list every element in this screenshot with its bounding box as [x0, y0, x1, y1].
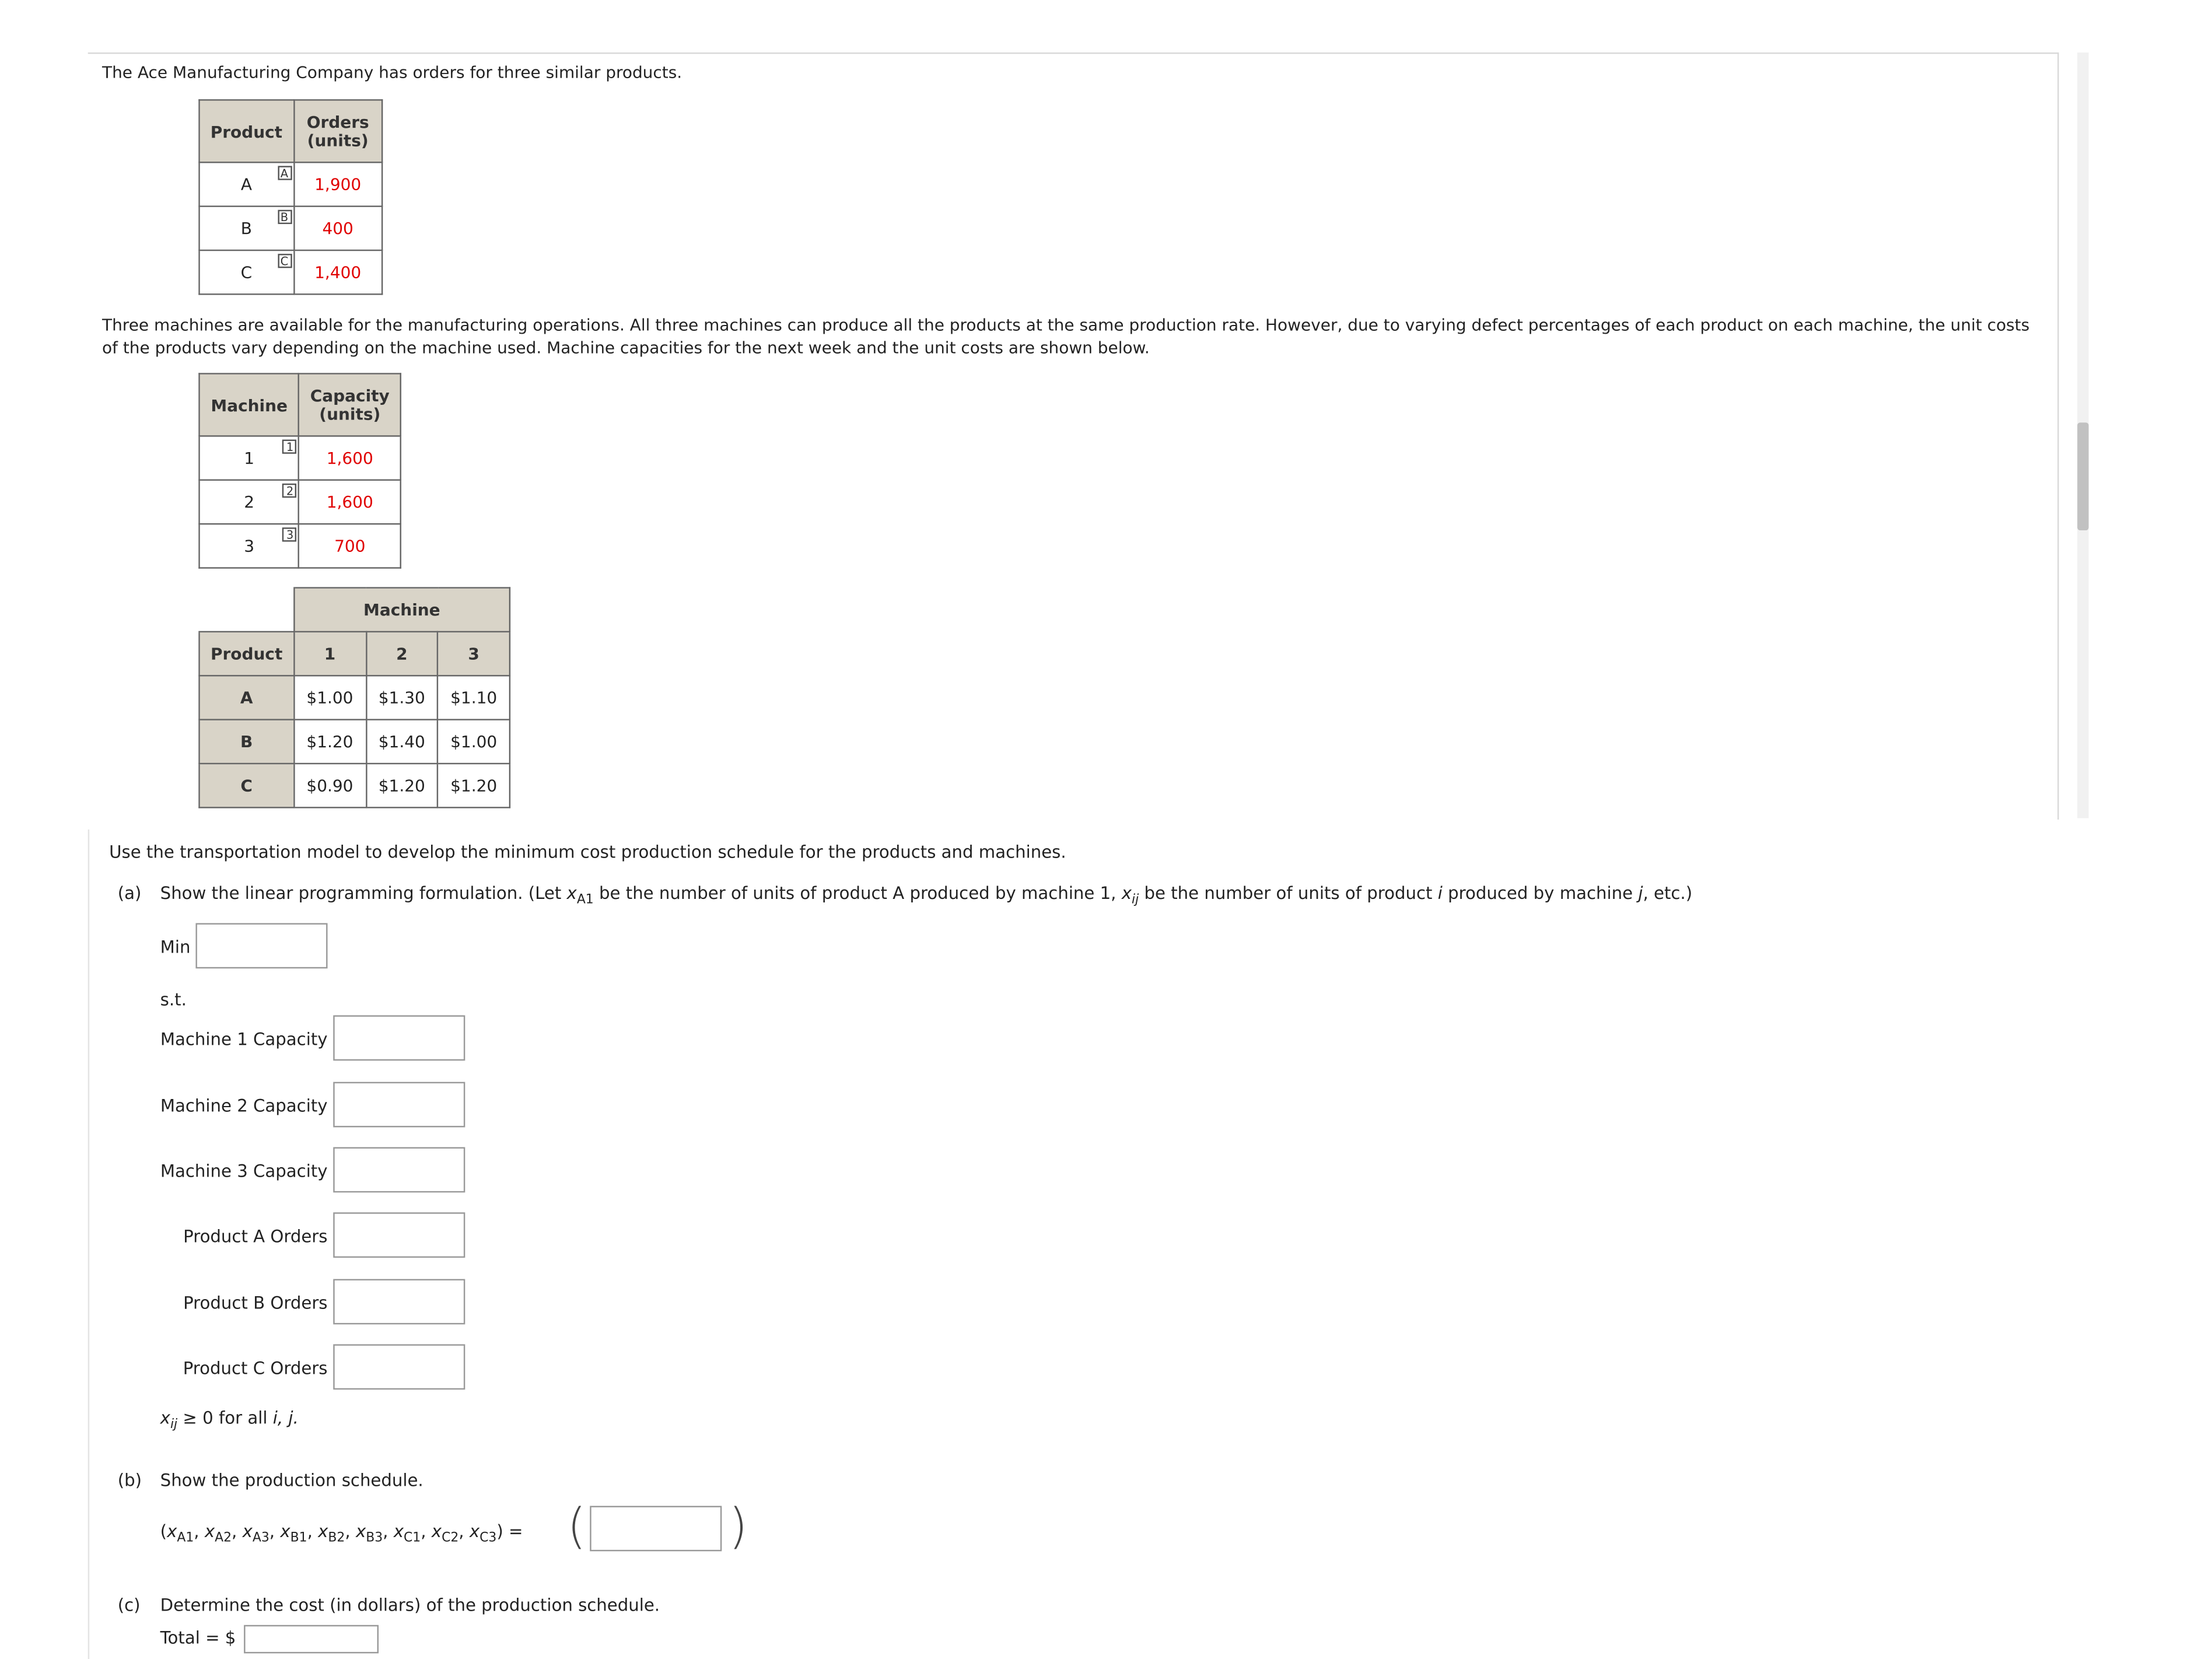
orders-header-orders [293, 100, 382, 162]
part-a-prompt: Show the linear programming formulation. (Let $x_{A1}$ be the number of units of product A produced by machine 1, $x_{ij}$ be the number of units of product i produced by machine j, etc.) [160, 883, 1693, 908]
vector-sub: B2 [328, 1531, 345, 1546]
orders-row [200, 206, 383, 250]
capacity-header-machine: Machine [200, 374, 299, 436]
capacity-header-line2: (units) [319, 403, 381, 424]
orders-product-cell [200, 162, 294, 206]
cost-row-product: B [200, 720, 294, 764]
vector-sub: A3 [252, 1531, 270, 1546]
total-cost-input[interactable] [244, 1625, 379, 1654]
italic-i: i [1437, 883, 1443, 904]
cell-flag: 3 [283, 527, 297, 541]
product-label: B [240, 218, 252, 239]
intro-text: The Ace Manufacturing Company has orders for three similar products. [102, 62, 682, 82]
cost-cell: $1.40 [366, 720, 438, 764]
cost-row [200, 676, 510, 719]
capacity-machine-cell [200, 436, 299, 480]
constraint-input-machine-3[interactable] [333, 1147, 465, 1193]
part-a-text-3: be the number of units of product [1139, 883, 1438, 904]
right-paren: ) [729, 1499, 748, 1556]
part-a-label: (a) [117, 883, 142, 904]
orders-value: 1,400 [293, 250, 382, 294]
scrollbar-thumb[interactable] [2077, 422, 2088, 530]
orders-header-product: Product [200, 100, 294, 162]
part-a-text-1: Show the linear programming formulation. (Let [160, 883, 567, 904]
orders-row [200, 250, 383, 294]
schedule-vector: ($x_{A1}$, $x_{A2}$, $x_{A3}$, $x_{B1}$, $x_{B2}$, $x_{B3}$, $x_{C1}$, $x_{C2}$, $x_{C3}$) = [160, 1521, 523, 1546]
product-label: C [240, 262, 253, 282]
cost-cell: $0.90 [294, 764, 366, 807]
cell-flag: A [277, 166, 291, 180]
capacity-row [200, 480, 401, 524]
cost-cell: $1.00 [438, 720, 509, 764]
orders-row [200, 162, 383, 206]
question-divider [88, 830, 89, 1659]
constraint-input-machine-2[interactable] [333, 1082, 465, 1128]
part-c-label: (c) [117, 1595, 141, 1615]
machine-label: 1 [244, 448, 255, 468]
cost-table [198, 587, 510, 808]
cost-header-machine-1: 1 [294, 632, 366, 676]
capacity-row [200, 436, 401, 480]
capacity-machine-cell [200, 524, 299, 568]
vector-sub: A1 [177, 1531, 194, 1546]
cost-row-product: A [200, 676, 294, 719]
cost-cell: $1.00 [294, 676, 366, 719]
orders-value: 400 [293, 206, 382, 250]
capacity-header-line1: Capacity [310, 384, 390, 405]
vector-sub: C3 [480, 1531, 497, 1546]
part-c-text: Determine the cost (in dollars) of the production schedule. [160, 1595, 660, 1615]
capacity-value: 1,600 [299, 480, 401, 524]
vector-sub: C1 [404, 1531, 421, 1546]
cost-header-product: Product [200, 632, 294, 676]
nonneg-end: i, j. [272, 1408, 299, 1428]
capacity-header-capacity [299, 374, 401, 436]
part-a-text-5: , etc.) [1643, 883, 1693, 904]
cell-flag: 2 [283, 484, 297, 498]
vector-sub: A2 [215, 1531, 232, 1546]
constraint-input-product-b[interactable] [333, 1279, 465, 1325]
constraint-input-machine-1[interactable] [333, 1015, 465, 1060]
vector-sub: B3 [366, 1531, 383, 1546]
cost-cell: $1.20 [294, 720, 366, 764]
orders-product-cell [200, 206, 294, 250]
cost-row-product: C [200, 764, 294, 807]
equals-sign: = [509, 1521, 523, 1542]
orders-header-line1: Orders [306, 111, 369, 131]
capacity-machine-cell [200, 480, 299, 524]
product-label: A [240, 174, 252, 195]
instruction-text: Use the transportation model to develop the minimum cost production schedule for the products and machines. [109, 842, 1066, 862]
vector-sub: C2 [442, 1531, 459, 1546]
cell-flag: B [277, 210, 291, 224]
orders-table [198, 99, 383, 295]
part-a-text-4: produced by machine [1442, 883, 1639, 904]
constraint-input-product-a[interactable] [333, 1212, 465, 1258]
cell-flag: C [277, 254, 291, 268]
cost-corner [200, 588, 294, 632]
nonneg-text: ≥ 0 for all [177, 1408, 273, 1428]
part-b-label: (b) [117, 1470, 142, 1490]
schedule-input[interactable] [590, 1506, 722, 1552]
italic-j: j [1638, 883, 1643, 904]
part-b-text: Show the production schedule. [160, 1470, 424, 1490]
left-paren: ( [567, 1499, 586, 1556]
constraint-label-product-b: Product B Orders [183, 1293, 328, 1313]
constraint-label-machine-2: Machine 2 Capacity [160, 1096, 328, 1116]
objective-input[interactable] [195, 923, 327, 968]
cost-cell: $1.10 [438, 676, 509, 719]
orders-value: 1,900 [293, 162, 382, 206]
capacity-value: 1,600 [299, 436, 401, 480]
cost-row [200, 764, 510, 807]
constraint-label-product-a: Product A Orders [183, 1226, 328, 1247]
st-label: s.t. [160, 989, 187, 1010]
cost-cell: $1.30 [366, 676, 438, 719]
constraint-input-product-c[interactable] [333, 1344, 465, 1390]
min-label: Min [160, 937, 191, 957]
constraint-label-machine-1: Machine 1 Capacity [160, 1029, 328, 1049]
capacity-row [200, 524, 401, 568]
cost-cell: $1.20 [438, 764, 509, 807]
cell-flag: 1 [283, 440, 297, 454]
cost-header-machine-2: 2 [366, 632, 438, 676]
var-subscript: A1 [576, 893, 594, 908]
nonnegativity: $x_{ij} \ge 0$ for all i, j. [160, 1408, 299, 1433]
capacity-value: 700 [299, 524, 401, 568]
constraint-label-product-c: Product C Orders [183, 1358, 328, 1378]
cost-header-machine: Machine [294, 588, 510, 632]
cost-row [200, 720, 510, 764]
machine-label: 3 [244, 536, 255, 556]
cost-header-machine-3: 3 [438, 632, 509, 676]
machines-paragraph: Three machines are available for the manufacturing operations. All three machines can produce all the products at the same production rate. However, due to varying defect percentages of each product on each machine, the unit costs of the products vary depending on the machine used. Machine capacities for the next week and the unit costs are shown below. [102, 314, 2030, 358]
capacity-table [198, 373, 401, 568]
machine-label: 2 [244, 492, 255, 512]
orders-product-cell [200, 250, 294, 294]
part-a-text-2: be the number of units of product A produced by machine 1, [593, 883, 1122, 904]
constraint-label-machine-3: Machine 3 Capacity [160, 1161, 328, 1181]
cost-cell: $1.20 [366, 764, 438, 807]
orders-header-line2: (units) [307, 130, 369, 150]
total-label: Total = $ [160, 1628, 236, 1648]
vector-sub: B1 [290, 1531, 307, 1546]
